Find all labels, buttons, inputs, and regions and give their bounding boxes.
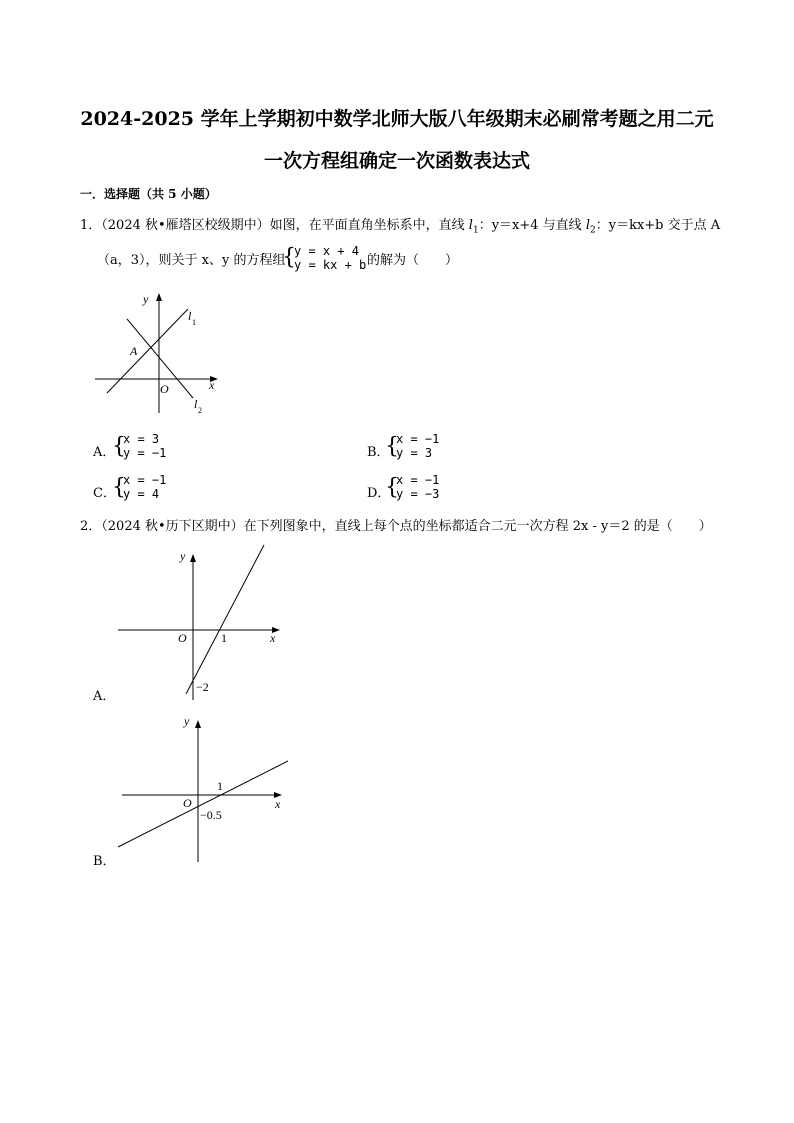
q2-option-a-graph <box>110 540 290 705</box>
q1-option-c-letter: C． <box>93 486 116 501</box>
q1-figure <box>90 285 230 420</box>
q1-fig-l2-sub: 2 <box>198 406 202 415</box>
q2-option-b-letter: B． <box>93 854 116 869</box>
q1-fig-x-label: x <box>209 378 215 392</box>
q1-option-c-eq1: x = −1 <box>123 473 167 487</box>
q1-option-c-eq2: y = 4 <box>123 487 160 501</box>
q2-text: 2．（2024 秋•历下区期中）在下列图象中，直线上每个点的坐标都适合二元一次方程 2x - y＝2 的是（ ） <box>80 519 712 534</box>
q2a-y-label: y <box>180 549 186 563</box>
q2b-y-label: y <box>184 714 190 728</box>
q2a-origin: O <box>178 631 187 645</box>
q1-option-b-eq2: y = 3 <box>396 446 433 460</box>
q1-line-l1 <box>107 309 188 393</box>
q1-option-b-brace: { <box>385 434 399 459</box>
q1-option-d-brace: { <box>385 475 399 500</box>
q2a-line <box>186 545 264 694</box>
q1-option-d-eq2: y = −3 <box>396 487 440 501</box>
q1-l1-sub: 1 <box>472 225 479 236</box>
q1-option-a-brace: { <box>112 434 126 459</box>
q1-option-c-brace: { <box>112 475 126 500</box>
q2a-tick-1: 1 <box>221 631 227 645</box>
q1-fig-point-a: A <box>130 344 138 358</box>
q1-option-b-eq1: x = −1 <box>396 432 440 446</box>
q1-l2: l <box>585 218 590 233</box>
q1-l1: l <box>468 218 473 233</box>
page-title-line2: 一次方程组确定一次函数表达式 <box>263 150 530 172</box>
q2a-x-label: x <box>270 631 276 645</box>
q2b-origin: O <box>183 796 192 810</box>
q1-line1-prefix: 1．（2024 秋•雁塔区校级期中）如图，在平面直角坐标系中，直线 <box>80 218 469 233</box>
q1-option-a-letter: A． <box>93 445 116 460</box>
q2b-y-arrow-icon <box>195 720 201 728</box>
q2-option-a-letter: A． <box>93 689 116 704</box>
q1-fig-origin: O <box>160 382 169 396</box>
q1-mid2: ：y＝kx+b 交于点 A <box>595 218 721 233</box>
q1-l2-sub: 2 <box>589 225 596 236</box>
q2a-y-arrow-icon <box>190 554 196 562</box>
q2a-tick-neg2: −2 <box>196 680 209 694</box>
q2b-tick-neg05: −0.5 <box>200 808 222 822</box>
q1-option-d-letter: D． <box>367 486 391 501</box>
q1-line1 <box>80 217 720 240</box>
q1-mid1: ：y＝x+4 与直线 <box>478 218 586 233</box>
section-heading: 一．选择题（共 5 小题） <box>80 187 217 201</box>
q1-line2-suffix: 的解为（ ） <box>367 253 459 268</box>
q1-line2-prefix: （a，3），则关于 x、y 的方程组 <box>97 253 286 268</box>
q1-fig-l1-sub: 1 <box>192 318 196 327</box>
q1-system-brace: { <box>282 245 296 270</box>
q1-fig-y-label: y <box>143 292 149 306</box>
q1-system-eq1: y = x + 4 <box>294 244 360 258</box>
q2b-tick-1: 1 <box>217 779 223 793</box>
q1-fig-l1: l <box>188 309 192 323</box>
q2b-x-label: x <box>275 797 281 811</box>
q1-option-a-eq2: y = −1 <box>123 446 167 460</box>
q1-option-a-eq1: x = 3 <box>123 432 160 446</box>
q1-y-arrow-icon <box>156 293 162 301</box>
q1-fig-l2: l <box>194 397 198 411</box>
q1-system-eq2: y = kx + b <box>294 258 367 272</box>
q1-option-d-eq1: x = −1 <box>396 473 440 487</box>
q2b-line <box>118 761 288 847</box>
q1-option-b-letter: B． <box>367 445 390 460</box>
page-title-line1: 2024-2025 学年上学期初中数学北师大版八年级期末必刷常考题之用二元 <box>80 108 714 130</box>
q2-option-b-graph <box>110 710 290 865</box>
